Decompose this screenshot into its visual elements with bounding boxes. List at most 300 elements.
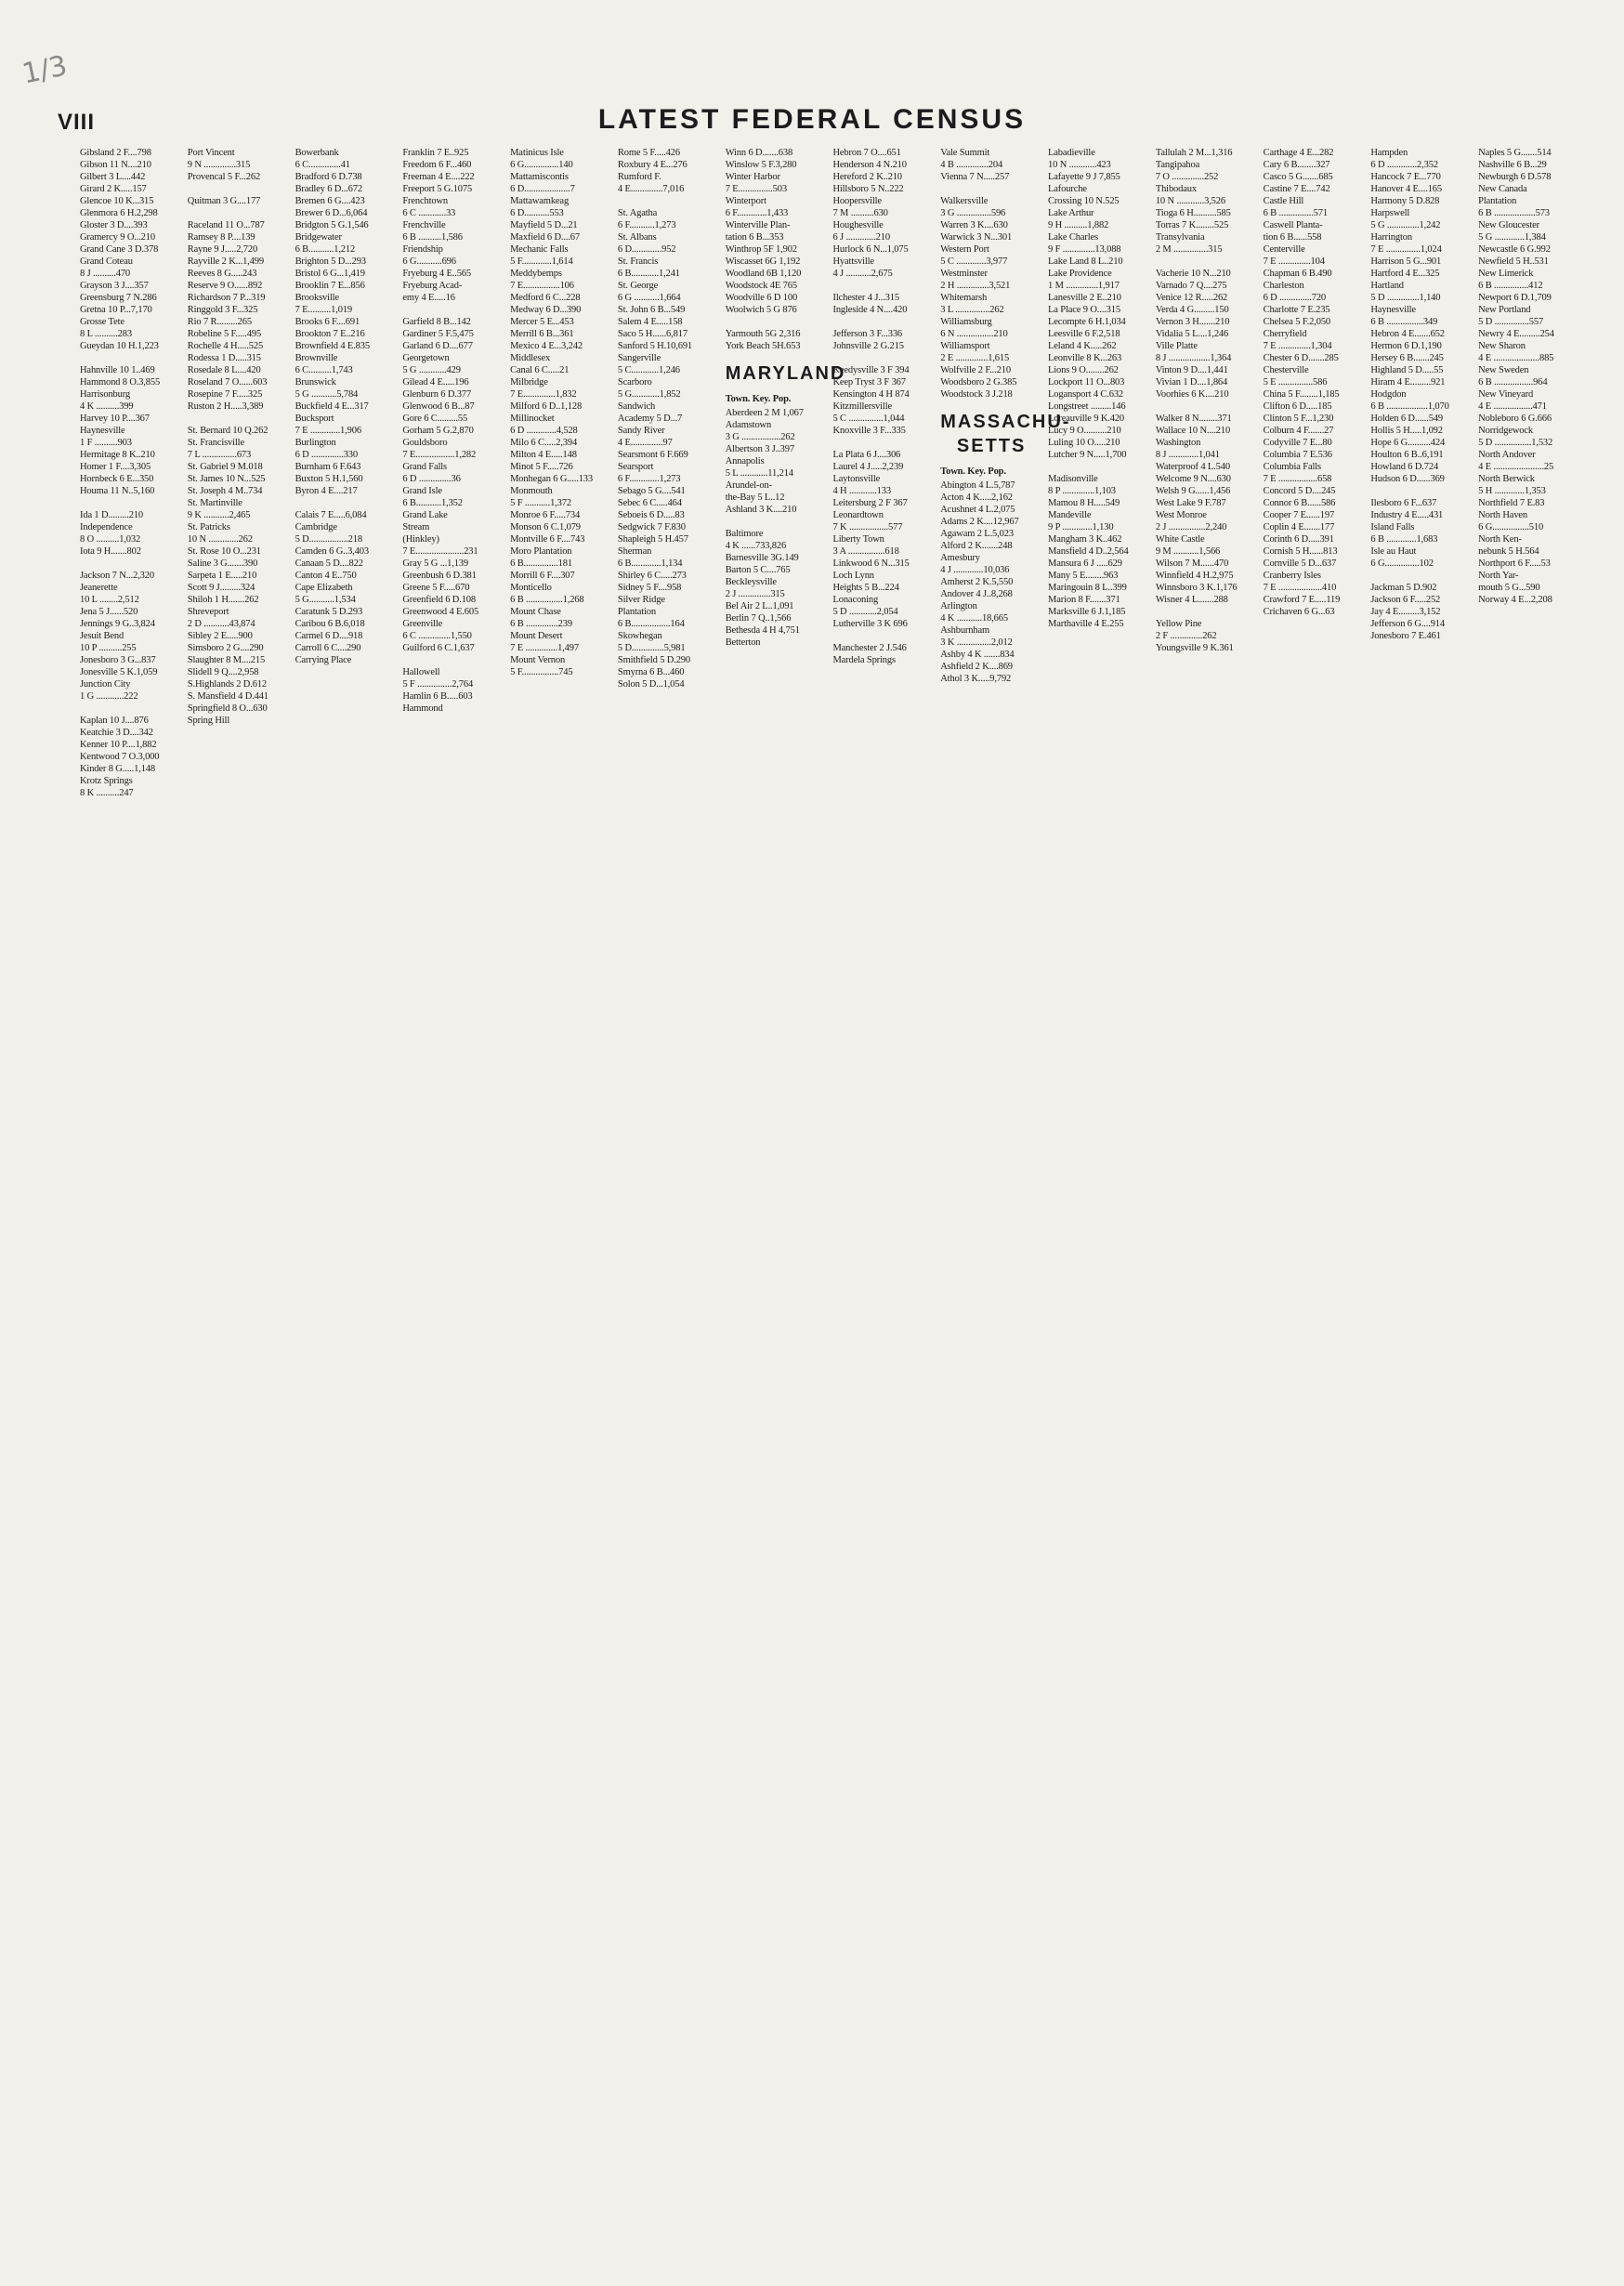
census-entry: 5 F.............1,614 (510, 256, 573, 267)
census-entry: Bowerbank (295, 148, 339, 158)
census-entry: Hebron 4 E.......652 (1370, 329, 1445, 339)
census-entry: Betterton (725, 637, 761, 648)
census-entry: 1 F ..........903 (80, 438, 132, 448)
census-entry: Springfield 8 O...630 (187, 703, 268, 714)
census-entry: 9 K ...........2,465 (187, 510, 251, 520)
census-entry: 4 E ......................25 (1478, 462, 1554, 472)
census-entry: Columbia 7 E.536 (1263, 450, 1332, 460)
census-entry: Houghesville (832, 220, 884, 230)
census-entry: Rome 5 F.....426 (617, 148, 680, 158)
census-entry: Warren 3 K....630 (940, 220, 1008, 230)
census-entry: Lions 9 O........262 (1048, 365, 1119, 375)
census-entry: Lecompte 6 H.1,034 (1048, 317, 1126, 327)
census-entry: Lucy 9 O..........210 (1048, 426, 1121, 436)
census-entry: St. Francisville (187, 438, 244, 448)
census-entry: 7 M ..........630 (832, 208, 888, 218)
census-column (725, 147, 846, 2228)
census-entry: 4 K ..........399 (80, 401, 134, 412)
census-entry: 7 E.................1,282 (402, 450, 477, 460)
census-entry: 6 B...............181 (510, 558, 572, 569)
census-entry: Highland 5 D.....55 (1370, 365, 1444, 375)
census-entry (832, 630, 935, 642)
census-entry: 6 B .................964 (1478, 377, 1548, 388)
census-entry: Kentwood 7 O.3,000 (80, 752, 160, 762)
census-entry: Andover 4 J..8,268 (940, 589, 1013, 599)
census-entry: Hoopersville (832, 196, 882, 206)
census-entry: Solon 5 D...1,054 (617, 679, 685, 690)
census-entry: Brooksville (295, 293, 339, 303)
census-entry: 6 B...........1,352 (402, 498, 463, 508)
census-entry: Port Vincent (187, 148, 235, 158)
census-entry: St. James 10 N...525 (187, 474, 266, 484)
census-entry: Quitman 3 G....177 (187, 196, 261, 206)
census-column (618, 147, 720, 2228)
census-entry: Longstreet .........146 (1048, 401, 1126, 412)
census-entry: St. Rose 10 O...231 (187, 546, 261, 557)
census-entry: Bel Air 2 L..1,091 (725, 601, 794, 611)
census-entry: Grosse Tete (80, 317, 124, 327)
census-entry: 7 E ...............1,024 (1370, 244, 1442, 255)
census-entry: Carthage 4 E...282 (1263, 148, 1334, 158)
census-entry: St. Agatha (617, 208, 658, 218)
census-entry: Woolwich 5 G 876 (725, 305, 797, 315)
census-entry: Acushnet 4 L.2,075 (940, 505, 1015, 515)
census-entry (1156, 606, 1258, 618)
census-entry: Chester 6 D.......285 (1263, 353, 1339, 363)
census-entry: 1 G ............222 (80, 691, 138, 702)
census-entry (1048, 461, 1150, 473)
census-entry: Lanesville 2 E..210 (1048, 293, 1121, 303)
census-entry: Milbridge (510, 377, 548, 388)
census-entry: Norway 4 E...2,208 (1478, 595, 1552, 605)
census-entry: Buckfield 4 E...317 (295, 401, 369, 412)
census-entry (80, 352, 182, 364)
census-entry: 6 G...........696 (402, 256, 456, 267)
census-entry: Greenville (402, 619, 443, 629)
census-entry: Woodsboro 2 G.385 (940, 377, 1017, 388)
census-entry: Lonaconing (832, 595, 879, 605)
census-entry: Vienna 7 N.....257 (940, 172, 1010, 182)
census-entry: York Beach 5H.653 (725, 341, 801, 351)
census-entry: Hollis 5 H.....1,092 (1370, 426, 1443, 436)
census-entry: Cape Elizabeth (295, 583, 353, 593)
census-entry: Harrington (1370, 232, 1412, 243)
census-entry: (Hinkley) (402, 534, 439, 545)
census-entry: 6 G...............102 (1370, 558, 1434, 569)
census-entry: Jonesboro 3 G...837 (80, 655, 156, 665)
census-entry: Casco 5 G.......685 (1263, 172, 1333, 182)
census-entry: Monhegan 6 G.....133 (510, 474, 593, 484)
census-entry: Skowhegan (617, 631, 662, 641)
census-entry: Ville Platte (1155, 341, 1198, 351)
census-entry: 10 N .............262 (187, 534, 253, 545)
census-entry: Kenner 10 P....1,882 (80, 740, 157, 750)
census-entry: Ashland 3 K....210 (725, 505, 797, 515)
census-entry: Jena 5 J......520 (80, 607, 138, 617)
census-entry: Chelsea 5 F.2,050 (1263, 317, 1331, 327)
census-entry: Canton 4 E..750 (295, 571, 357, 581)
census-entry: 6 B ...............412 (1478, 281, 1543, 291)
census-entry: Barnesville 3G.149 (725, 553, 799, 563)
census-entry: Northport 6 F.....53 (1478, 558, 1551, 569)
census-entry: Jay 4 E.........3,152 (1370, 607, 1441, 617)
census-entry (1156, 401, 1258, 413)
census-entry: Mechanic Falls (510, 244, 569, 255)
census-entry: Mount Vernon (510, 655, 566, 665)
census-entry (188, 207, 290, 219)
census-entry: Medway 6 D...390 (510, 305, 582, 315)
census-entry: Sangerville (617, 353, 661, 363)
census-entry: Hermon 6 D.1,190 (1370, 341, 1442, 351)
census-entry: Frenchtown (402, 196, 449, 206)
census-entry: North Yar- (1478, 571, 1519, 581)
census-entry: 3 G .................262 (725, 432, 795, 442)
census-entry: Lafayette 9 J 7,855 (1048, 172, 1120, 182)
census-entry: Meddybemps (510, 269, 562, 279)
census-entry: Winter Harbor (725, 172, 780, 182)
census-entry: 8 J ..................1,364 (1155, 353, 1232, 363)
census-entry: 7 E ..............1,304 (1263, 341, 1332, 351)
census-entry: Camden 6 G..3,403 (295, 546, 369, 557)
census-entry: Welcome 9 N....630 (1155, 474, 1231, 484)
census-entry: 2 J ................2,240 (1155, 522, 1227, 532)
census-entry (832, 280, 935, 292)
census-entry: Labadieville (1048, 148, 1095, 158)
census-entry: Williamsburg (940, 317, 992, 327)
census-entry: New Portland (1478, 305, 1531, 315)
census-entry: Sibley 2 E.....900 (187, 631, 253, 641)
census-entry: Nobleboro 6 G.666 (1478, 414, 1552, 424)
census-entry: Alford 2 K.......248 (940, 541, 1013, 551)
census-entry: 5 C ...............1,044 (832, 414, 905, 424)
census-entry: Ruston 2 H.....3,389 (187, 401, 264, 412)
page-number: VIII (58, 110, 96, 135)
census-entry: 4 H ............133 (832, 486, 891, 496)
census-entry: 6 C..........1,743 (295, 365, 353, 375)
census-entry: Thibodaux (1155, 184, 1197, 194)
census-entry: Gramercy 9 O...210 (80, 232, 155, 243)
column-header-row: Town. Key. Pop. (940, 466, 1006, 477)
census-entry: 8 L ..........283 (80, 329, 132, 339)
census-entry: Nashville 6 B...29 (1478, 160, 1547, 170)
census-entry: Milford 6 D..1,128 (510, 401, 583, 412)
census-entry: Independence (80, 522, 133, 532)
census-entry: Ashburnham (940, 625, 989, 636)
census-entry: China 5 F........1,185 (1263, 389, 1340, 400)
state-heading: MASSACHU-SETTS (940, 412, 1071, 456)
census-entry: Provencal 5 F...262 (187, 172, 261, 182)
census-entry: 4 K ......733,826 (725, 541, 787, 551)
census-entry: Newcastle 6 G.992 (1478, 244, 1551, 255)
census-entry: Carrying Place (295, 655, 352, 665)
census-entry: Connor 6 B......586 (1263, 498, 1336, 508)
census-entry: Beckleysville (725, 577, 777, 587)
census-entry: Heights 5 B...224 (832, 583, 899, 593)
state-heading: MARYLAND (725, 363, 846, 384)
census-entry: 5 E ...............586 (1263, 377, 1328, 388)
census-entry: Glencoe 10 K...315 (80, 196, 154, 206)
census-entry: Hammond 8 O.3,855 (80, 377, 161, 388)
census-column (295, 147, 398, 2228)
census-column (1478, 147, 1580, 2228)
census-entry (726, 516, 828, 528)
census-entry: Colburn 4 F.......27 (1263, 426, 1334, 436)
census-entry: Hartland (1370, 281, 1404, 291)
census-entry: Caswell Planta- (1263, 220, 1323, 230)
census-entry: Island Falls (1370, 522, 1415, 532)
census-entry: Tioga 6 H..........585 (1155, 208, 1231, 218)
census-entry: S. Mansfield 4 D.441 (187, 691, 268, 702)
census-entry: Wolfville 2 F...210 (940, 365, 1011, 375)
census-entry: Leonville 8 K...263 (1048, 353, 1122, 363)
census-entry: 5 D ................1,532 (1478, 438, 1553, 448)
census-entry: Tallulah 2 M...1,316 (1155, 148, 1233, 158)
census-entry: St. Francis (617, 256, 659, 267)
census-entry: Merrill 6 B...361 (510, 329, 574, 339)
census-column (188, 147, 290, 2228)
census-entry: 7 E.....................231 (402, 546, 478, 557)
census-entry: Fryeburg 4 E..565 (402, 269, 472, 279)
census-entry: Friendship (402, 244, 443, 255)
census-entry: Brownville (295, 353, 338, 363)
census-entry: Mattawamkeag (510, 196, 570, 206)
census-entry: Jackson 6 F.....252 (1370, 595, 1441, 605)
census-entry: Yellow Pine (1155, 619, 1202, 629)
census-entry: Lutcher 9 N.....1,700 (1048, 450, 1127, 460)
census-entry: Hallowell (402, 667, 440, 677)
census-entry: 9 M ...........1,566 (1155, 546, 1221, 557)
census-entry: Monson 6 C.1,079 (510, 522, 581, 532)
census-entry: Slidell 9 Q....2,958 (187, 667, 259, 677)
census-entry: Mount Desert (510, 631, 563, 641)
census-entry: Lake Arthur (1048, 208, 1094, 218)
census-entry: Rodessa 1 D.....315 (187, 353, 261, 363)
census-entry: Brighton 5 D...293 (295, 256, 366, 267)
census-columns (80, 147, 1580, 2228)
census-entry: 6 N ................210 (940, 329, 1008, 339)
census-entry: Williamsport (940, 341, 990, 351)
census-entry: 4 J ...........2,675 (832, 269, 893, 279)
census-entry: Johnsville 2 G.215 (832, 341, 904, 351)
census-entry: St. Gabriel 9 M.018 (187, 462, 263, 472)
census-entry: 6 B ................1,268 (510, 595, 584, 605)
census-entry: Jeanerette (80, 583, 118, 593)
census-entry: Freedom 6 F...460 (402, 160, 472, 170)
census-entry: 6 D ..............36 (402, 474, 461, 484)
census-entry: Voorhies 6 K....210 (1155, 389, 1229, 400)
census-entry: Hope 6 G..........424 (1370, 438, 1446, 448)
census-entry: Albertson 3 J..397 (725, 444, 794, 454)
census-entry: Washington (1155, 438, 1201, 448)
census-entry: Winterville Plan- (725, 220, 791, 230)
census-entry: Monmouth (510, 486, 553, 496)
census-entry (1156, 256, 1258, 268)
census-column (1264, 147, 1366, 2228)
census-entry: New Sweden (1478, 365, 1529, 375)
census-entry: St. John 6 B...549 (617, 305, 686, 315)
census-entry: Transylvania (1155, 232, 1205, 243)
census-entry (80, 558, 182, 570)
census-entry: Rayne 9 J.....2,720 (187, 244, 258, 255)
census-entry: 6 B...........1,212 (295, 244, 356, 255)
census-entry: 9 H ..........1,882 (1048, 220, 1109, 230)
census-entry: Hancock 7 E...770 (1370, 172, 1441, 182)
census-entry: Linkwood 6 N...315 (832, 558, 910, 569)
census-entry: Bremen 6 G....423 (295, 196, 365, 206)
census-entry: Lake Providence (1048, 269, 1112, 279)
census-entry: Vernon 3 H.......210 (1155, 317, 1230, 327)
census-entry: Jonesville 5 K.1,059 (80, 667, 158, 677)
census-entry: Grand Isle (402, 486, 442, 496)
census-entry: 5 G .............1,384 (1478, 232, 1546, 243)
census-entry: Mayfield 5 D...21 (510, 220, 578, 230)
census-entry: 10 N ............3,526 (1155, 196, 1225, 206)
census-column (1156, 147, 1258, 2228)
census-entry: Wisner 4 L.......288 (1155, 595, 1228, 605)
census-entry: Houma 11 N..5,160 (80, 486, 155, 496)
census-entry: 6 G...............140 (510, 160, 573, 170)
census-entry: Manchester 2 J.546 (832, 643, 907, 653)
census-entry: Shiloh 1 H.......262 (187, 595, 259, 605)
census-entry: Rumford F. (617, 172, 661, 182)
census-entry: Winslow 5 F.3,280 (725, 160, 797, 170)
census-entry: Vidalia 5 L....1,246 (1155, 329, 1229, 339)
census-entry: Millinocket (510, 414, 555, 424)
census-entry: Searsmont 6 F.669 (617, 450, 688, 460)
census-entry: Spring Hill (187, 716, 230, 726)
census-entry: Leland 4 K.....262 (1048, 341, 1117, 351)
census-entry: Baltimore (725, 529, 764, 539)
census-entry: 7 E..............1,832 (510, 389, 577, 400)
census-entry: Guilford 6 C.1,637 (402, 643, 475, 653)
census-entry: Sarpeta 1 E.....210 (187, 571, 257, 581)
census-entry: Shirley 6 C.....273 (617, 571, 687, 581)
census-column (80, 147, 182, 2228)
census-entry: Richardson 7 P...319 (187, 293, 266, 303)
census-entry: Gardiner 5 F.5,475 (402, 329, 474, 339)
census-entry: Newry 4 E.........254 (1478, 329, 1554, 339)
census-entry: Gretna 10 P...7,170 (80, 305, 152, 315)
census-entry: Reeves 8 G.....243 (187, 269, 257, 279)
census-entry: Simsboro 2 G....290 (187, 643, 264, 653)
census-entry: Bethesda 4 H 4,751 (725, 625, 800, 636)
census-entry (832, 316, 935, 328)
census-entry: Marion 8 F.......371 (1048, 595, 1120, 605)
census-entry: Jackson 7 N...2,320 (80, 571, 154, 581)
census-entry: Brewer 6 D...6,064 (295, 208, 368, 218)
census-entry: Smyrna 6 B...460 (617, 667, 685, 677)
census-entry: Monticello (510, 583, 552, 593)
census-entry: Scarboro (617, 377, 652, 388)
census-entry: Jonesboro 7 E.461 (1370, 631, 1441, 641)
census-entry: 6 D .............2,352 (1370, 160, 1438, 170)
handwritten-margin-mark: 1/3 (19, 49, 71, 91)
census-entry: Scott 9 J.........324 (187, 583, 255, 593)
census-entry: Waterproof 4 L.540 (1155, 462, 1230, 472)
census-entry: 7 E...............503 (725, 184, 787, 194)
census-entry: Liberty Town (832, 534, 884, 545)
census-entry (618, 195, 720, 207)
census-entry: Vivian 1 D....1,864 (1155, 377, 1228, 388)
census-entry: Youngsville 9 K.361 (1155, 643, 1234, 653)
census-entry: Maxfield 6 D....67 (510, 232, 580, 243)
census-entry: Shreveport (187, 607, 229, 617)
census-entry: Lutherville 3 K 696 (832, 619, 908, 629)
census-entry: Gibsland 2 F....798 (80, 148, 151, 158)
census-entry: Gorham 5 G.2,870 (402, 426, 474, 436)
census-entry: Saline 3 G.......390 (187, 558, 258, 569)
census-entry: Hammond (402, 703, 443, 714)
census-entry: Ingleside 4 N....420 (832, 305, 908, 315)
census-entry: 10 L ........2,512 (80, 595, 139, 605)
census-entry: 7 O ..............252 (1155, 172, 1219, 182)
census-entry: Tangipahoa (1155, 160, 1200, 170)
census-entry: West Lake 9 F.787 (1155, 498, 1226, 508)
census-entry: 5 G ...........5,784 (295, 389, 359, 400)
census-entry: Slaughter 8 M....215 (187, 655, 266, 665)
census-entry: Whitemarsh (940, 293, 988, 303)
census-entry: 9 F ..............13,088 (1048, 244, 1121, 255)
census-entry: Harpswell (1370, 208, 1410, 218)
census-entry: Winn 6 D.......638 (725, 148, 793, 158)
census-entry: Hampden (1370, 148, 1408, 158)
census-entry: New Gloucester (1478, 220, 1539, 230)
census-entry: Charlotte 7 E.235 (1263, 305, 1330, 315)
census-entry: Silver Ridge (617, 595, 665, 605)
census-entry: Crichaven 6 G...63 (1263, 607, 1335, 617)
census-entry: 5 D ..............1,140 (1370, 293, 1441, 303)
census-entry: Shapleigh 5 H.457 (617, 534, 688, 545)
census-entry: Jesuit Bend (80, 631, 124, 641)
census-entry: Mansura 6 J .....629 (1048, 558, 1122, 569)
census-entry: 5 D ...............557 (1478, 317, 1544, 327)
census-entry (295, 497, 398, 509)
census-entry: Venice 12 R.....262 (1155, 293, 1228, 303)
census-entry: Woodland 6B 1,120 (725, 269, 802, 279)
census-entry: Howland 6 D.724 (1370, 462, 1439, 472)
census-entry: Ida 1 D.........210 (80, 510, 144, 520)
census-entry: Jefferson 6 G....914 (1370, 619, 1446, 629)
census-entry: Lake Land 8 L..210 (1048, 256, 1123, 267)
census-entry: Ilesboro 6 F...637 (1370, 498, 1437, 508)
census-entry: Kensington 4 H 874 (832, 389, 910, 400)
census-entry: St. Albans (617, 232, 657, 243)
census-entry: Plantation (1478, 196, 1517, 206)
census-entry: North Andover (1478, 450, 1536, 460)
census-entry: 3 G ...............596 (940, 208, 1006, 218)
census-entry: Loreauville 9 K.420 (1048, 414, 1125, 424)
census-entry: New Limerick (1478, 269, 1534, 279)
census-entry: Junction City (80, 679, 131, 690)
census-entry: Garfield 8 B...142 (402, 317, 471, 327)
census-entry: Reserve 9 O......892 (187, 281, 263, 291)
census-entry: Chapman 6 B.490 (1263, 269, 1332, 279)
census-entry: Moro Plantation (510, 546, 572, 557)
census-entry: Grand Falls (402, 462, 447, 472)
census-entry: Sedgwick 7 F.830 (617, 522, 686, 532)
census-entry: Varnado 7 Q....275 (1155, 281, 1227, 291)
census-entry: 6 D ..............330 (295, 450, 358, 460)
census-entry: Winterport (725, 196, 766, 206)
census-entry: Amesbury (940, 553, 980, 563)
census-entry: Sherman (617, 546, 652, 557)
census-entry: Plantation (617, 607, 656, 617)
census-entry: Matinicus Isle (510, 148, 564, 158)
census-entry: Byron 4 E....217 (295, 486, 358, 496)
census-entry: Abington 4 L.5,787 (940, 480, 1015, 491)
census-entry: Ashby 4 K .......834 (940, 650, 1015, 660)
census-entry (726, 316, 828, 328)
